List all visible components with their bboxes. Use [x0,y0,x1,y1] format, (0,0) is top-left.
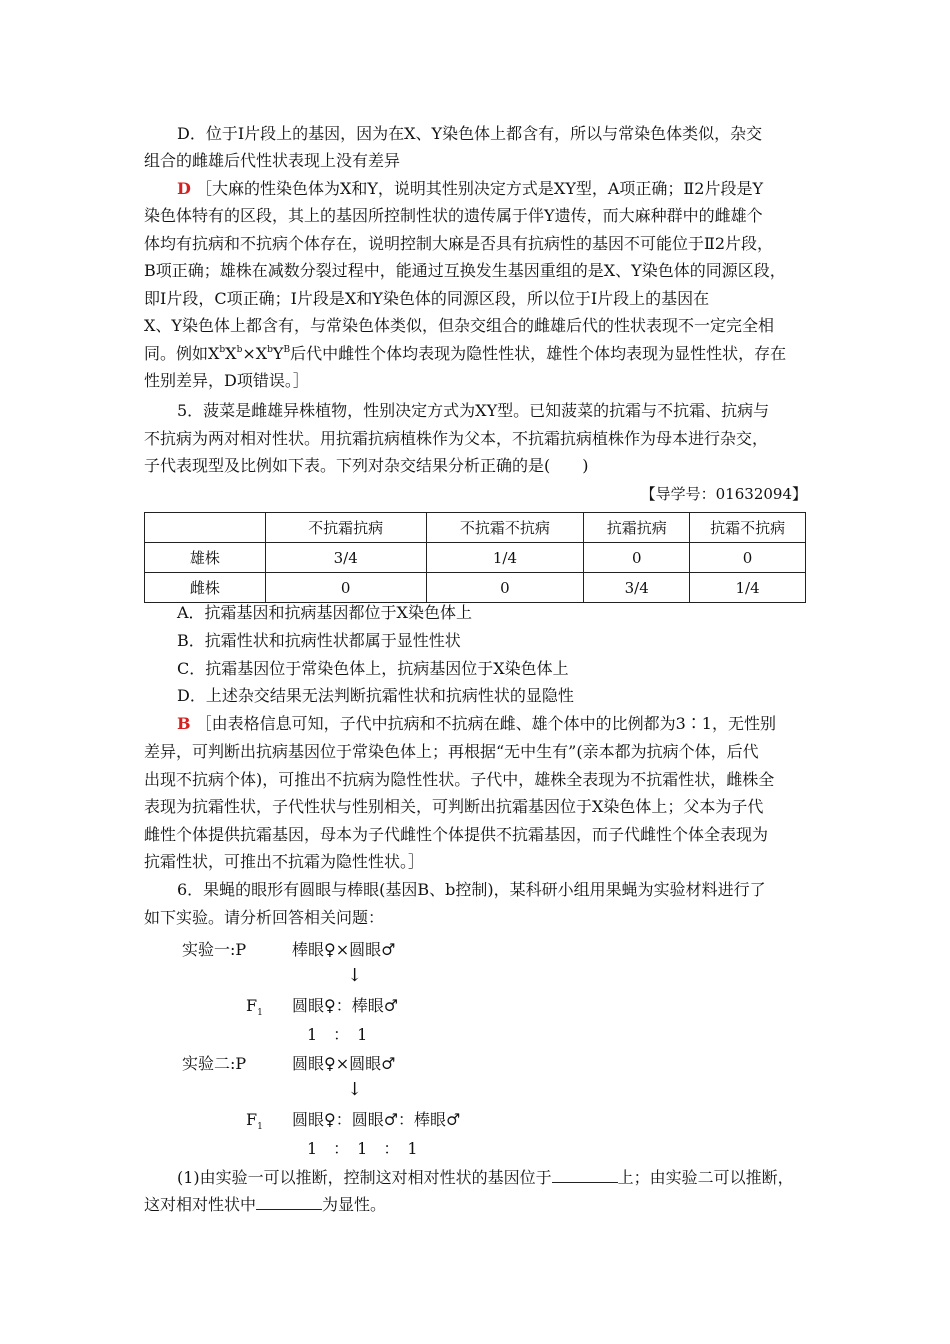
table-cell: 0 [426,573,584,603]
exp1-arrow-icon: ↓ [347,965,363,986]
answer4-l7-a: 同。例如X [144,344,220,363]
q6-1-text-c: 这对相对性状中 [144,1195,257,1214]
answer4-text1: ［大麻的性染色体为X和Y，说明其性别决定方式是XY型，A项正确；Ⅱ2片段是Y [195,179,764,198]
table-cell: 3/4 [265,543,426,573]
table-cell: 0 [584,543,690,573]
table-header-cell [145,513,266,543]
table-header-cell: 抗霜抗病 [584,513,690,543]
question5-line3: 子代表现型及比例如下表。下列对杂交结果分析正确的是( ) [144,456,589,475]
answer4-l7-b: X [225,344,237,363]
exp2-f-letter: F [246,1110,258,1129]
exp1-label: 实验一:P [182,940,247,959]
table-cell: 3/4 [584,573,690,603]
answer5-line3: 出现不抗病个体)，可推出不抗病为隐性性状。子代中，雄株全表现为不抗霜性状，雌株全 [144,770,775,789]
table-header-cell: 抗霜不抗病 [690,513,806,543]
option-a: A．抗霜基因和抗病基因都位于X染色体上 [177,603,472,622]
exp1-f-sub: 1 [257,1008,263,1019]
answer5-line6: 抗霜性状，可推出不抗霜为隐性性状。］ [144,852,425,871]
exp2-ratio: 1 ： 1 ： 1 [307,1139,418,1158]
guide-number: 【导学号：01632094】 [640,485,807,503]
exp1-f1 [246,996,263,1019]
q6-1-text-d: 为显性。 [322,1195,387,1214]
table-cell: 雄株 [145,543,266,573]
answer5-line5: 雌性个体提供抗霜基因，母本为子代雌性个体提供不抗霜基因，而子代雌性个体全表现为 [144,825,769,844]
question5-line1: 5．菠菜是雌雄异株植物，性别决定方式为XY型。已知菠菜的抗霜与不抗霜、抗病与 [177,401,770,420]
answer4-line4: B项正确；雄株在减数分裂过程中，能通过互换发生基因重组的是X、Y染色体的同源区段， [144,261,786,280]
exp2-arrow-icon: ↓ [347,1079,363,1100]
answer4-l7-e: 后代中雌性个体均表现为隐性性状，雄性个体均表现为显性性状，存在 [290,344,787,363]
exp1-parents: 棒眼♀×圆眼♂ [292,940,396,959]
table-header-cell: 不抗霜抗病 [265,513,426,543]
answer4-l7-sup1: b [219,344,226,355]
table-header-row [145,513,806,543]
question5-line2: 不抗病为两对相对性状。用抗霜抗病植株作为父本，不抗霜抗病植株作为母本进行杂交， [144,429,769,448]
option-d: D．上述杂交结果无法判断抗霜性状和抗病性状的显隐性 [177,686,574,705]
answer4-l7-sup3: b [267,344,273,355]
answer5-line2: 差异，可判断出抗病基因位于常染色体上；再根据“无中生有”(亲本都为抗病个体，后代 [144,742,759,761]
table-row [145,543,806,573]
table-header-cell: 不抗霜不抗病 [426,513,584,543]
option-c: C．抗霜基因位于常染色体上，抗病基因位于X染色体上 [177,659,569,678]
answer4-letter: D [177,179,191,198]
q6-1-text-a: (1)由实验一可以推断，控制这对相对性状的基因位于 [177,1168,552,1187]
answer4-line1 [177,179,763,199]
exp2-offspring: 圆眼♀：圆眼♂：棒眼♂ [292,1110,461,1129]
table-cell: 0 [690,543,806,573]
answer-blank-2[interactable] [256,1195,322,1210]
answer5-line4: 表现为抗霜性状，子代性状与性别相关，可判断出抗霜基因位于X染色体上；父本为子代 [144,797,764,816]
phenotype-table [144,512,806,603]
exp2-f1 [246,1110,263,1133]
answer4-line7 [144,344,786,364]
answer4-line3: 体均有抗病和不抗病个体存在，说明控制大麻是否具有抗病性的基因不可能位于Ⅱ2片段， [144,234,774,253]
q6-1-line2 [144,1195,386,1215]
answer5-text1: ［由表格信息可知，子代中抗病和不抗病在雌、雄个体中的比例都为3∶1，无性别 [195,714,776,733]
option-d-line2: 组合的雌雄后代性状表现上没有差异 [144,151,401,170]
exp2-f-sub: 1 [257,1122,263,1133]
q6-1-line1 [177,1168,794,1188]
table-cell: 1/4 [426,543,584,573]
answer4-l7-sup4: B [283,344,291,355]
answer5-line1 [177,714,776,734]
answer4-line5: 即Ⅰ片段，C项正确；Ⅰ片段是X和Y染色体的同源区段，所以位于Ⅰ片段上的基因在 [144,289,710,308]
q6-1-text-b: 上；由实验二可以推断， [617,1168,794,1187]
exp2-parents: 圆眼♀×圆眼♂ [292,1054,396,1073]
exp1-offspring: 圆眼♀：棒眼♂ [292,996,399,1015]
answer4-line2: 染色体特有的区段，其上的基因所控制性状的遗传属于伴Y遗传，而大麻种群中的雌雄个 [144,206,763,225]
answer5-letter: B [177,714,191,733]
answer4-l7-d: Y [272,344,284,363]
table-row [145,573,806,603]
question6-line2: 如下实验。请分析回答相关问题： [144,908,385,927]
exp1-f-letter: F [246,996,258,1015]
exp2-label: 实验二:P [182,1054,247,1073]
answer4-line8: 性别差异，D项错误。］ [144,371,309,390]
table-cell: 0 [265,573,426,603]
option-b: B．抗霜性状和抗病性状都属于显性性状 [177,631,461,650]
answer4-line6: X、Y染色体上都含有，与常染色体类似，但杂交组合的雌雄后代的性状表现不一定完全相 [144,316,774,335]
answer4-l7-c: ×X [242,344,268,363]
table-cell: 1/4 [690,573,806,603]
option-d-line1: D．位于Ⅰ片段上的基因，因为在X、Y染色体上都含有，所以与常染色体类似，杂交 [177,124,763,143]
question6-line1: 6．果蝇的眼形有圆眼与棒眼(基因B、b控制)，某科研小组用果蝇为实验材料进行了 [177,880,766,899]
table-cell: 雌株 [145,573,266,603]
exp1-ratio: 1 ： 1 [307,1025,368,1044]
answer-blank-1[interactable] [552,1168,618,1183]
answer4-l7-sup2: b [236,344,243,355]
